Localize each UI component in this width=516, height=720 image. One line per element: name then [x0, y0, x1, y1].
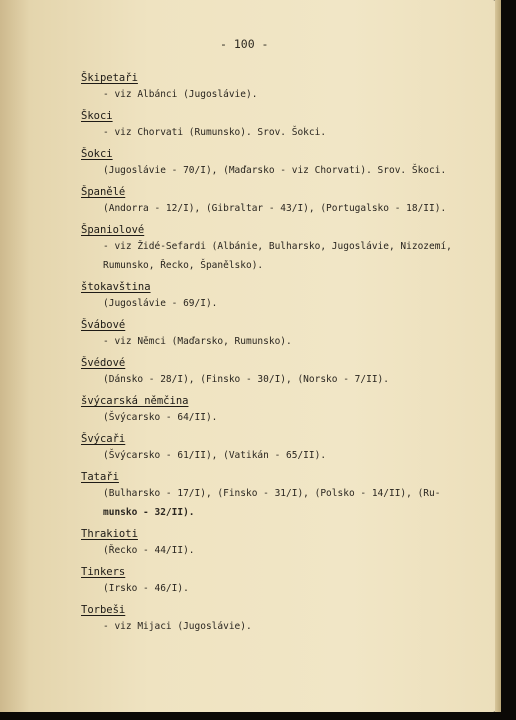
entry-line: - viz Němci (Maďarsko, Rumunsko). — [103, 336, 292, 347]
index-entry — [81, 180, 491, 218]
index-entry — [81, 66, 491, 104]
entry-term: Švýcaři — [81, 433, 126, 445]
entry-term: švýcarská němčina — [81, 395, 189, 407]
entry-line: (Švýcarsko - 64/II). — [103, 412, 218, 423]
entry-term: Španiolové — [81, 224, 145, 236]
entry-term: Španělé — [81, 186, 126, 198]
index-entry — [81, 218, 491, 275]
entry-line: - viz Albánci (Jugoslávie). — [103, 89, 258, 100]
entry-term: Tinkers — [81, 566, 126, 578]
entry-line: (Švýcarsko - 61/II), (Vatikán - 65/II). — [103, 450, 327, 461]
entry-line: munsko - 32/II). — [103, 507, 195, 518]
page-number: - 100 - — [220, 37, 269, 51]
index-entry — [81, 275, 491, 313]
index-entry — [81, 560, 491, 598]
entry-term: Švédové — [81, 357, 126, 369]
entry-term: Thrakioti — [81, 528, 138, 540]
entry-line: (Jugoslávie - 70/I), (Maďarsko - viz Chorvati). Srov. Škoci. — [103, 165, 447, 176]
entry-line: Rumunsko, Řecko, Španělsko). — [103, 260, 264, 271]
index-entry — [81, 104, 491, 142]
entry-term: Škoci — [81, 110, 113, 122]
index-entry — [81, 351, 491, 389]
entry-line: (Bulharsko - 17/I), (Finsko - 31/I), (Polsko - 14/II), (Ru- — [103, 488, 441, 499]
index-entry — [81, 598, 491, 636]
index-entry — [81, 389, 491, 427]
entry-term: Škipetaři — [81, 72, 138, 84]
entry-line: (Dánsko - 28/I), (Finsko - 30/I), (Norsko - 7/II). — [103, 374, 389, 385]
index-entry — [81, 522, 491, 560]
entry-line: (Jugoslávie - 69/I). — [103, 298, 218, 309]
entry-line: (Řecko - 44/II). — [103, 545, 195, 556]
entry-line: - viz Židé-Sefardi (Albánie, Bulharsko, Jugoslávie, Nizozemí, — [103, 241, 452, 252]
entry-line: (Irsko - 46/I). — [103, 583, 189, 594]
entry-line: - viz Mijaci (Jugoslávie). — [103, 621, 252, 632]
entry-term: Šokci — [81, 148, 113, 160]
entry-line: - viz Chorvati (Rumunsko). Srov. Šokci. — [103, 127, 327, 138]
index-entry — [81, 427, 491, 465]
entry-term: Švábové — [81, 319, 126, 331]
index-entry — [81, 142, 491, 180]
entry-term: štokavština — [81, 281, 151, 293]
entry-line: (Andorra - 12/I), (Gibraltar - 43/I), (Portugalsko - 18/II). — [103, 203, 447, 214]
entry-term: Torbeši — [81, 604, 126, 616]
index-entry — [81, 313, 491, 351]
index-entry — [81, 465, 491, 522]
entry-term: Tataři — [81, 471, 119, 483]
index-entries — [81, 66, 491, 636]
